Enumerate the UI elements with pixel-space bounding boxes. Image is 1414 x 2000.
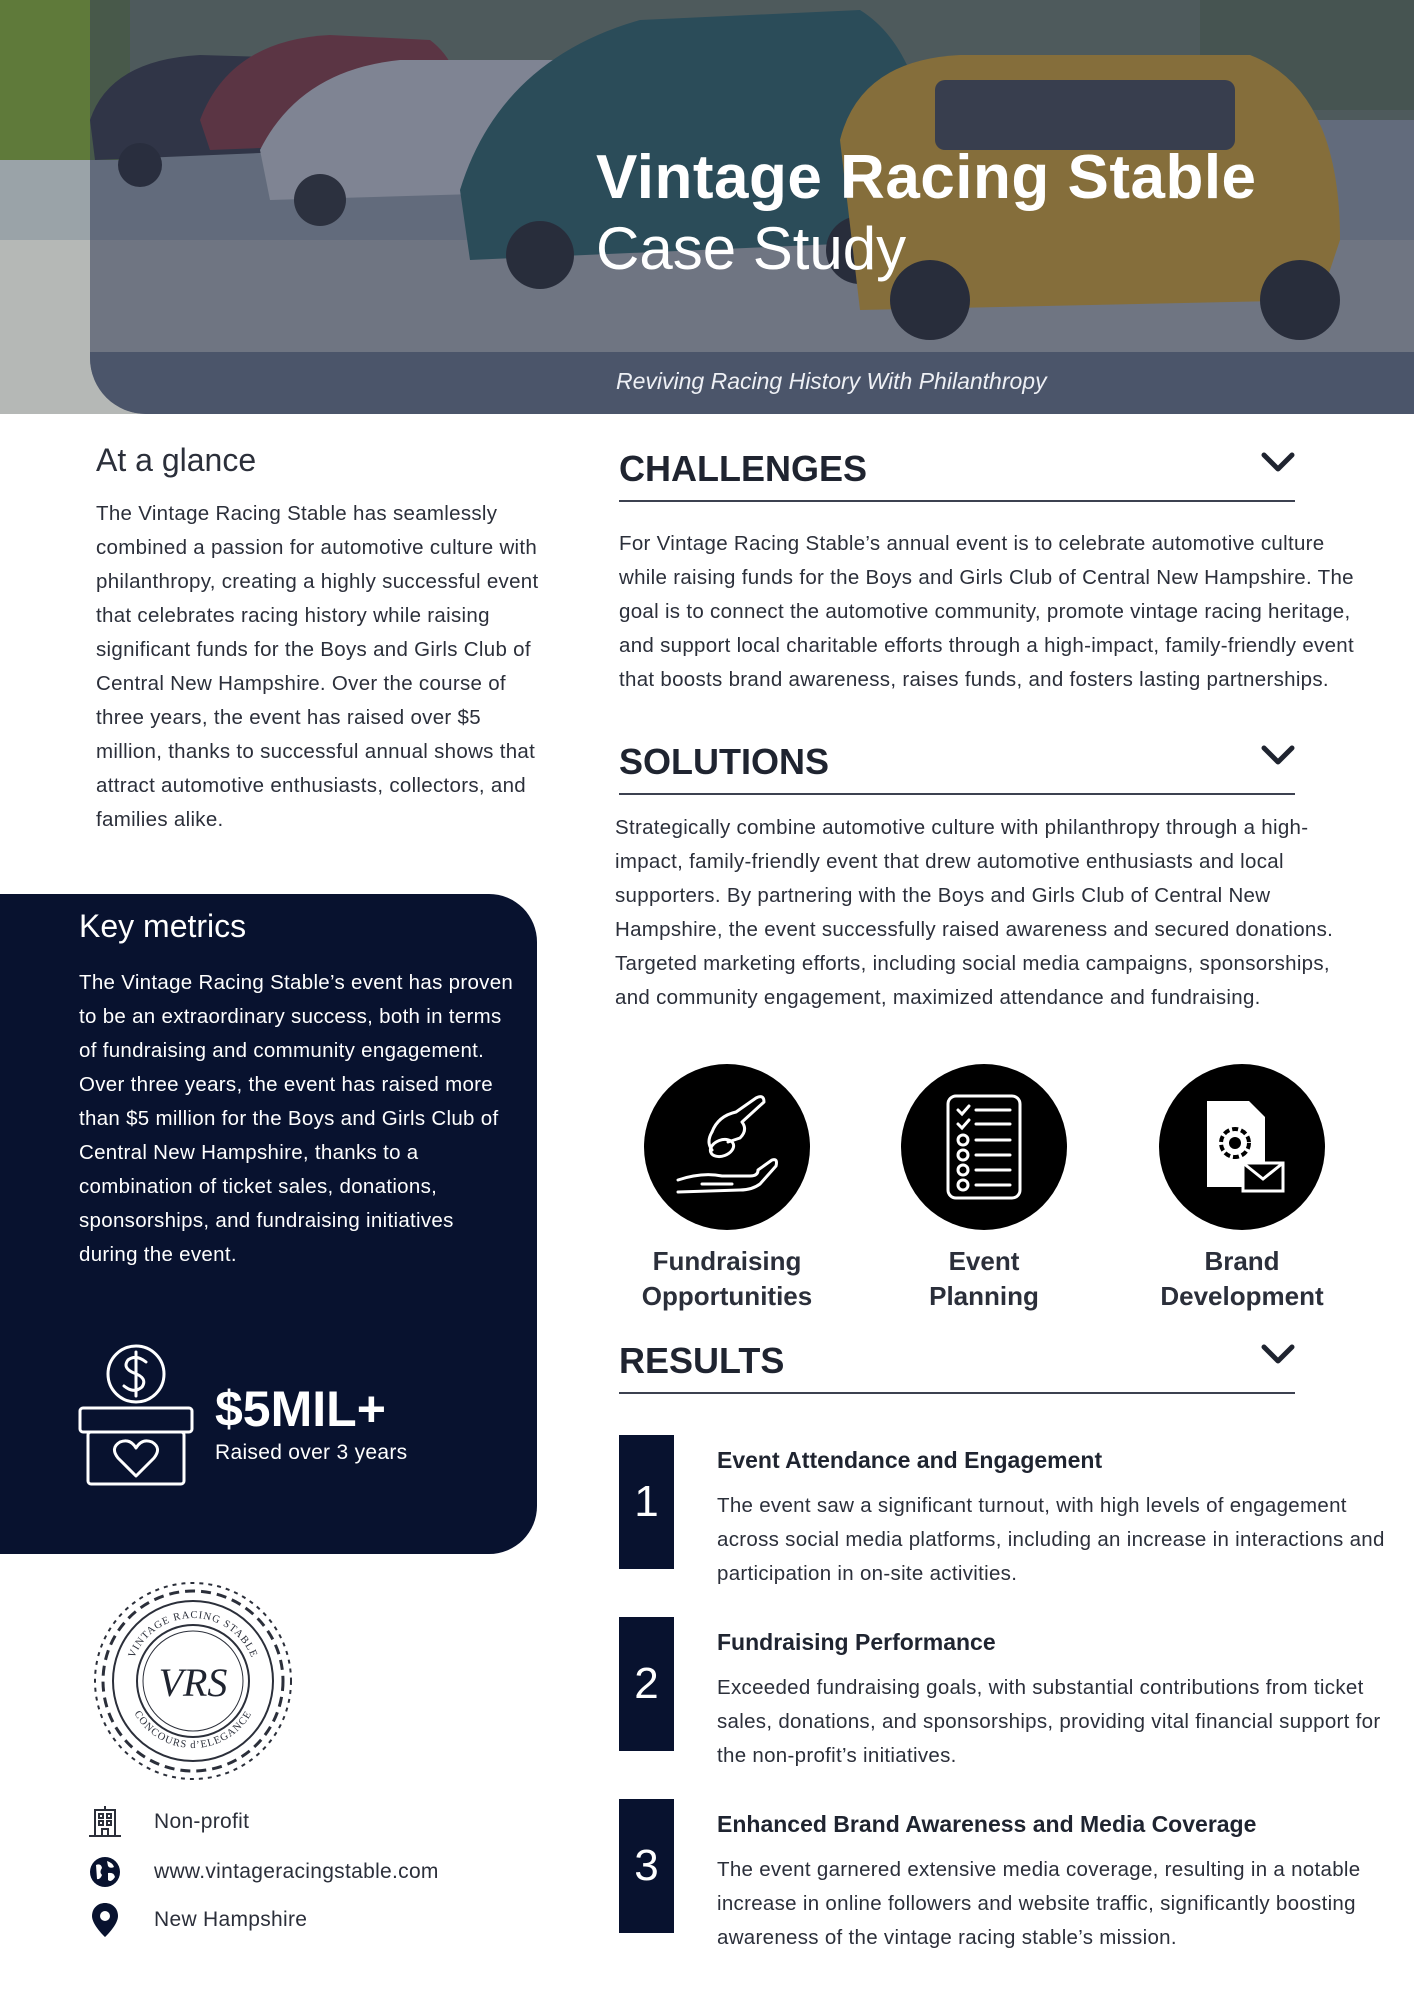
solutions-header[interactable] [619, 737, 1295, 795]
solutions-body: Strategically combine automotive culture with philanthropy through a high-impact, family-friendly event that drew automotive enthusiasts and local supporters. By partnering with the Boys and Girls Club of Central New Hampshire, the event successfully raised awareness and secured donations. Targeted marketing efforts, including social media campaigns, sponsorships, and community engagement, maximized attendance and fundraising. [615, 816, 1334, 1009]
vrs-logo [90, 1578, 296, 1784]
website-link[interactable]: www.vintageracingstable.com [154, 1860, 439, 1883]
result-text: The event garnered extensive media coverage, resulting in a notable increase in online followers and website traffic, significantly boosting awareness of the vintage racing stable’s mission. [717, 1858, 1361, 1949]
donation-box-icon [76, 1342, 196, 1488]
building-icon [85, 1802, 125, 1842]
results-heading: RESULTS [619, 1340, 785, 1381]
result-text: The event saw a significant turnout, with high levels of engagement across social media platforms, including an increase in interactions and participation in on-site activities. [717, 1494, 1385, 1585]
tagline: Reviving Racing History With Philanthropy [616, 368, 1047, 394]
checklist-icon [901, 1064, 1067, 1230]
svg-text:CONCOURS d’ELEGANCE: CONCOURS d’ELEGANCE [131, 1708, 255, 1752]
service-label: Fundraising Opportunities [641, 1246, 813, 1311]
glance-body: The Vintage Racing Stable has seamlessly combined a passion for automotive culture with philanthropy, creating a highly successful event that celebrates racing history while raising significant funds for the Boys and Girls Club of Central New Hampshire. Over the course of three years, the event has raised over $5 million, thanks to successful annual shows that attract automotive enthusiasts, collectors, and families alike. [96, 502, 539, 831]
location-pin-icon [85, 1900, 125, 1940]
svg-text:VRS: VRS [158, 1660, 228, 1705]
key-metrics-body: The Vintage Racing Stable’s event has proven to be an extraordinary success, both in terms of fundraising and community engagement. Over three years, the event has raised more than $5 million for the Boys and Girls Club of Central New Hampshire, thanks to a combination of ticket sales, donations, sponsorships, and fundraising initiatives during the event. [79, 971, 514, 1266]
result-title: Enhanced Brand Awareness and Media Coverage [717, 1811, 1257, 1837]
chevron-down-icon[interactable] [1261, 1342, 1295, 1366]
service-label: Brand Development [1160, 1246, 1324, 1311]
chevron-down-icon[interactable] [1261, 743, 1295, 767]
info-row-type [85, 1802, 249, 1842]
result-number: 2 [619, 1617, 674, 1751]
solutions-heading: SOLUTIONS [619, 741, 830, 782]
page-title: Vintage Racing Stable [596, 143, 1257, 212]
page-subtitle: Case Study [596, 215, 907, 282]
result-title: Event Attendance and Engagement [717, 1447, 1103, 1473]
result-number: 3 [619, 1799, 674, 1933]
document-gear-mail-icon [1159, 1064, 1325, 1230]
service-label: Event Planning [929, 1246, 1039, 1311]
info-row-location [85, 1900, 307, 1940]
info-row-website[interactable] [85, 1852, 439, 1892]
svg-text:VINTAGE RACING STABLE: VINTAGE RACING STABLE [126, 1609, 260, 1660]
service-brand-development [1132, 1064, 1352, 1314]
location-text: New Hampshire [154, 1908, 308, 1931]
results-header[interactable] [619, 1336, 1295, 1394]
result-title: Fundraising Performance [717, 1629, 996, 1655]
challenges-heading: CHALLENGES [619, 448, 868, 489]
result-text: Exceeded fundraising goals, with substantial contributions from ticket sales, donations, and sponsorships, providing vital financial support for the non-profit’s initiatives. [717, 1676, 1381, 1767]
service-event-planning [874, 1064, 1094, 1314]
metric-caption: Raised over 3 years [215, 1441, 408, 1464]
result-number: 1 [619, 1435, 674, 1569]
glance-heading: At a glance [96, 442, 257, 478]
challenges-header[interactable] [619, 444, 1295, 502]
challenges-body: For Vintage Racing Stable’s annual event is to celebrate automotive culture while raising funds for the Boys and Girls Club of Central New Hampshire. The goal is to connect the automotive community, promote vintage racing heritage, and support local charitable efforts through a high-impact, family-friendly event that boosts brand awareness, raises funds, and fosters lasting partnerships. [619, 532, 1354, 691]
hand-coin-icon [644, 1064, 810, 1230]
hero-banner [0, 0, 1414, 414]
chevron-down-icon[interactable] [1261, 450, 1295, 474]
info-type-text: Non-profit [154, 1810, 250, 1833]
globe-icon [85, 1852, 125, 1892]
key-metrics-heading: Key metrics [79, 908, 247, 944]
metric-value: $5MIL+ [215, 1381, 386, 1437]
service-fundraising [617, 1064, 837, 1314]
